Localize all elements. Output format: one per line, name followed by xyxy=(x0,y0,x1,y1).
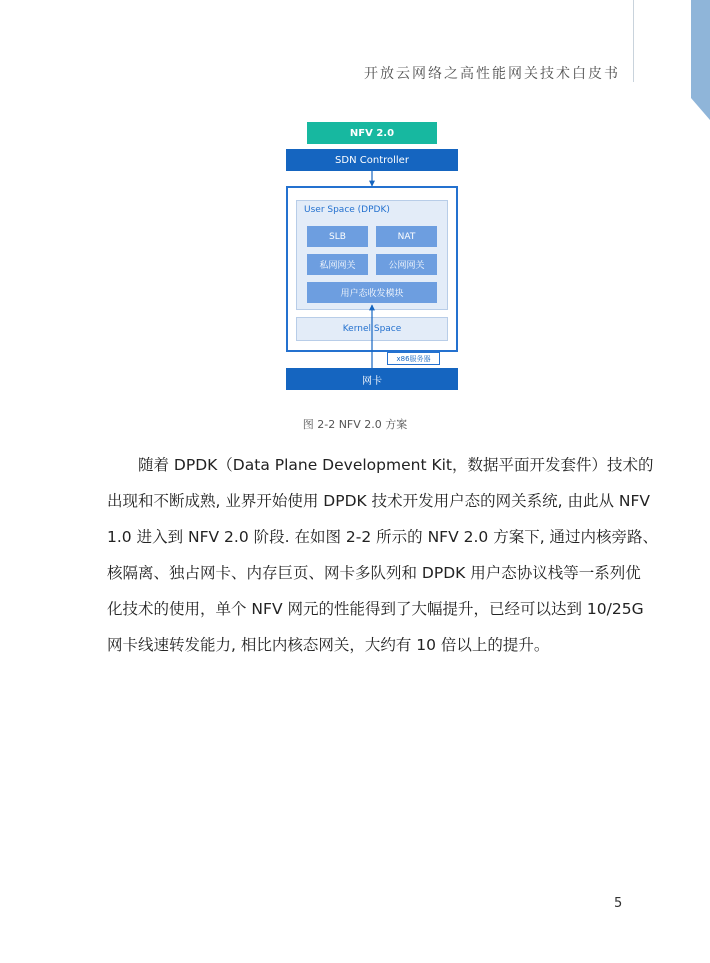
x86-server-label: x86服务器 xyxy=(387,352,440,365)
nfv-label-box: NFV 2.0 xyxy=(307,122,437,144)
module-slb: SLB xyxy=(307,226,368,247)
module-private-gateway: 私网网关 xyxy=(307,254,368,275)
module-public-gateway: 公网网关 xyxy=(376,254,437,275)
paragraph-line: 随着 DPDK（Data Plane Development Kit，数据平面开发套件）技术的 xyxy=(138,456,654,474)
paragraph-line: 化技术的使用，单个 NFV 网元的性能得到了大幅提升，已经可以达到 10/25G xyxy=(107,600,644,618)
nic-box: 网卡 xyxy=(286,368,458,390)
figure-caption: 图 2-2 NFV 2.0 方案 xyxy=(302,418,408,431)
diagram-arrows xyxy=(286,122,458,390)
corner-decoration xyxy=(691,0,710,120)
page-number: 5 xyxy=(614,896,623,911)
paragraph-line: 网卡线速转发能力, 相比内核态网关，大约有 10 倍以上的提升。 xyxy=(107,636,550,654)
sdn-controller-box: SDN Controller xyxy=(286,149,458,171)
header-rule xyxy=(633,0,634,82)
paragraph-line: 核隔离、独占网卡、内存巨页、网卡多队列和 DPDK 用户态协议栈等一系列优 xyxy=(107,564,641,582)
paragraph-line: 1.0 进入到 NFV 2.0 阶段. 在如图 2-2 所示的 NFV 2.0 方案下, 通过内核旁路、 xyxy=(107,528,659,546)
module-io: 用户态收发模块 xyxy=(307,282,437,303)
paragraph-line: 出现和不断成熟, 业界开始使用 DPDK 技术开发用户态的网关系统, 由此从 NFV xyxy=(107,492,650,510)
module-nat: NAT xyxy=(376,226,437,247)
nfv-architecture-diagram xyxy=(286,122,458,390)
user-space-label: User Space (DPDK) xyxy=(304,205,390,215)
kernel-space-box: Kernel Space xyxy=(296,317,448,341)
header-title: 开放云网络之高性能网关技术白皮书 xyxy=(364,66,620,82)
